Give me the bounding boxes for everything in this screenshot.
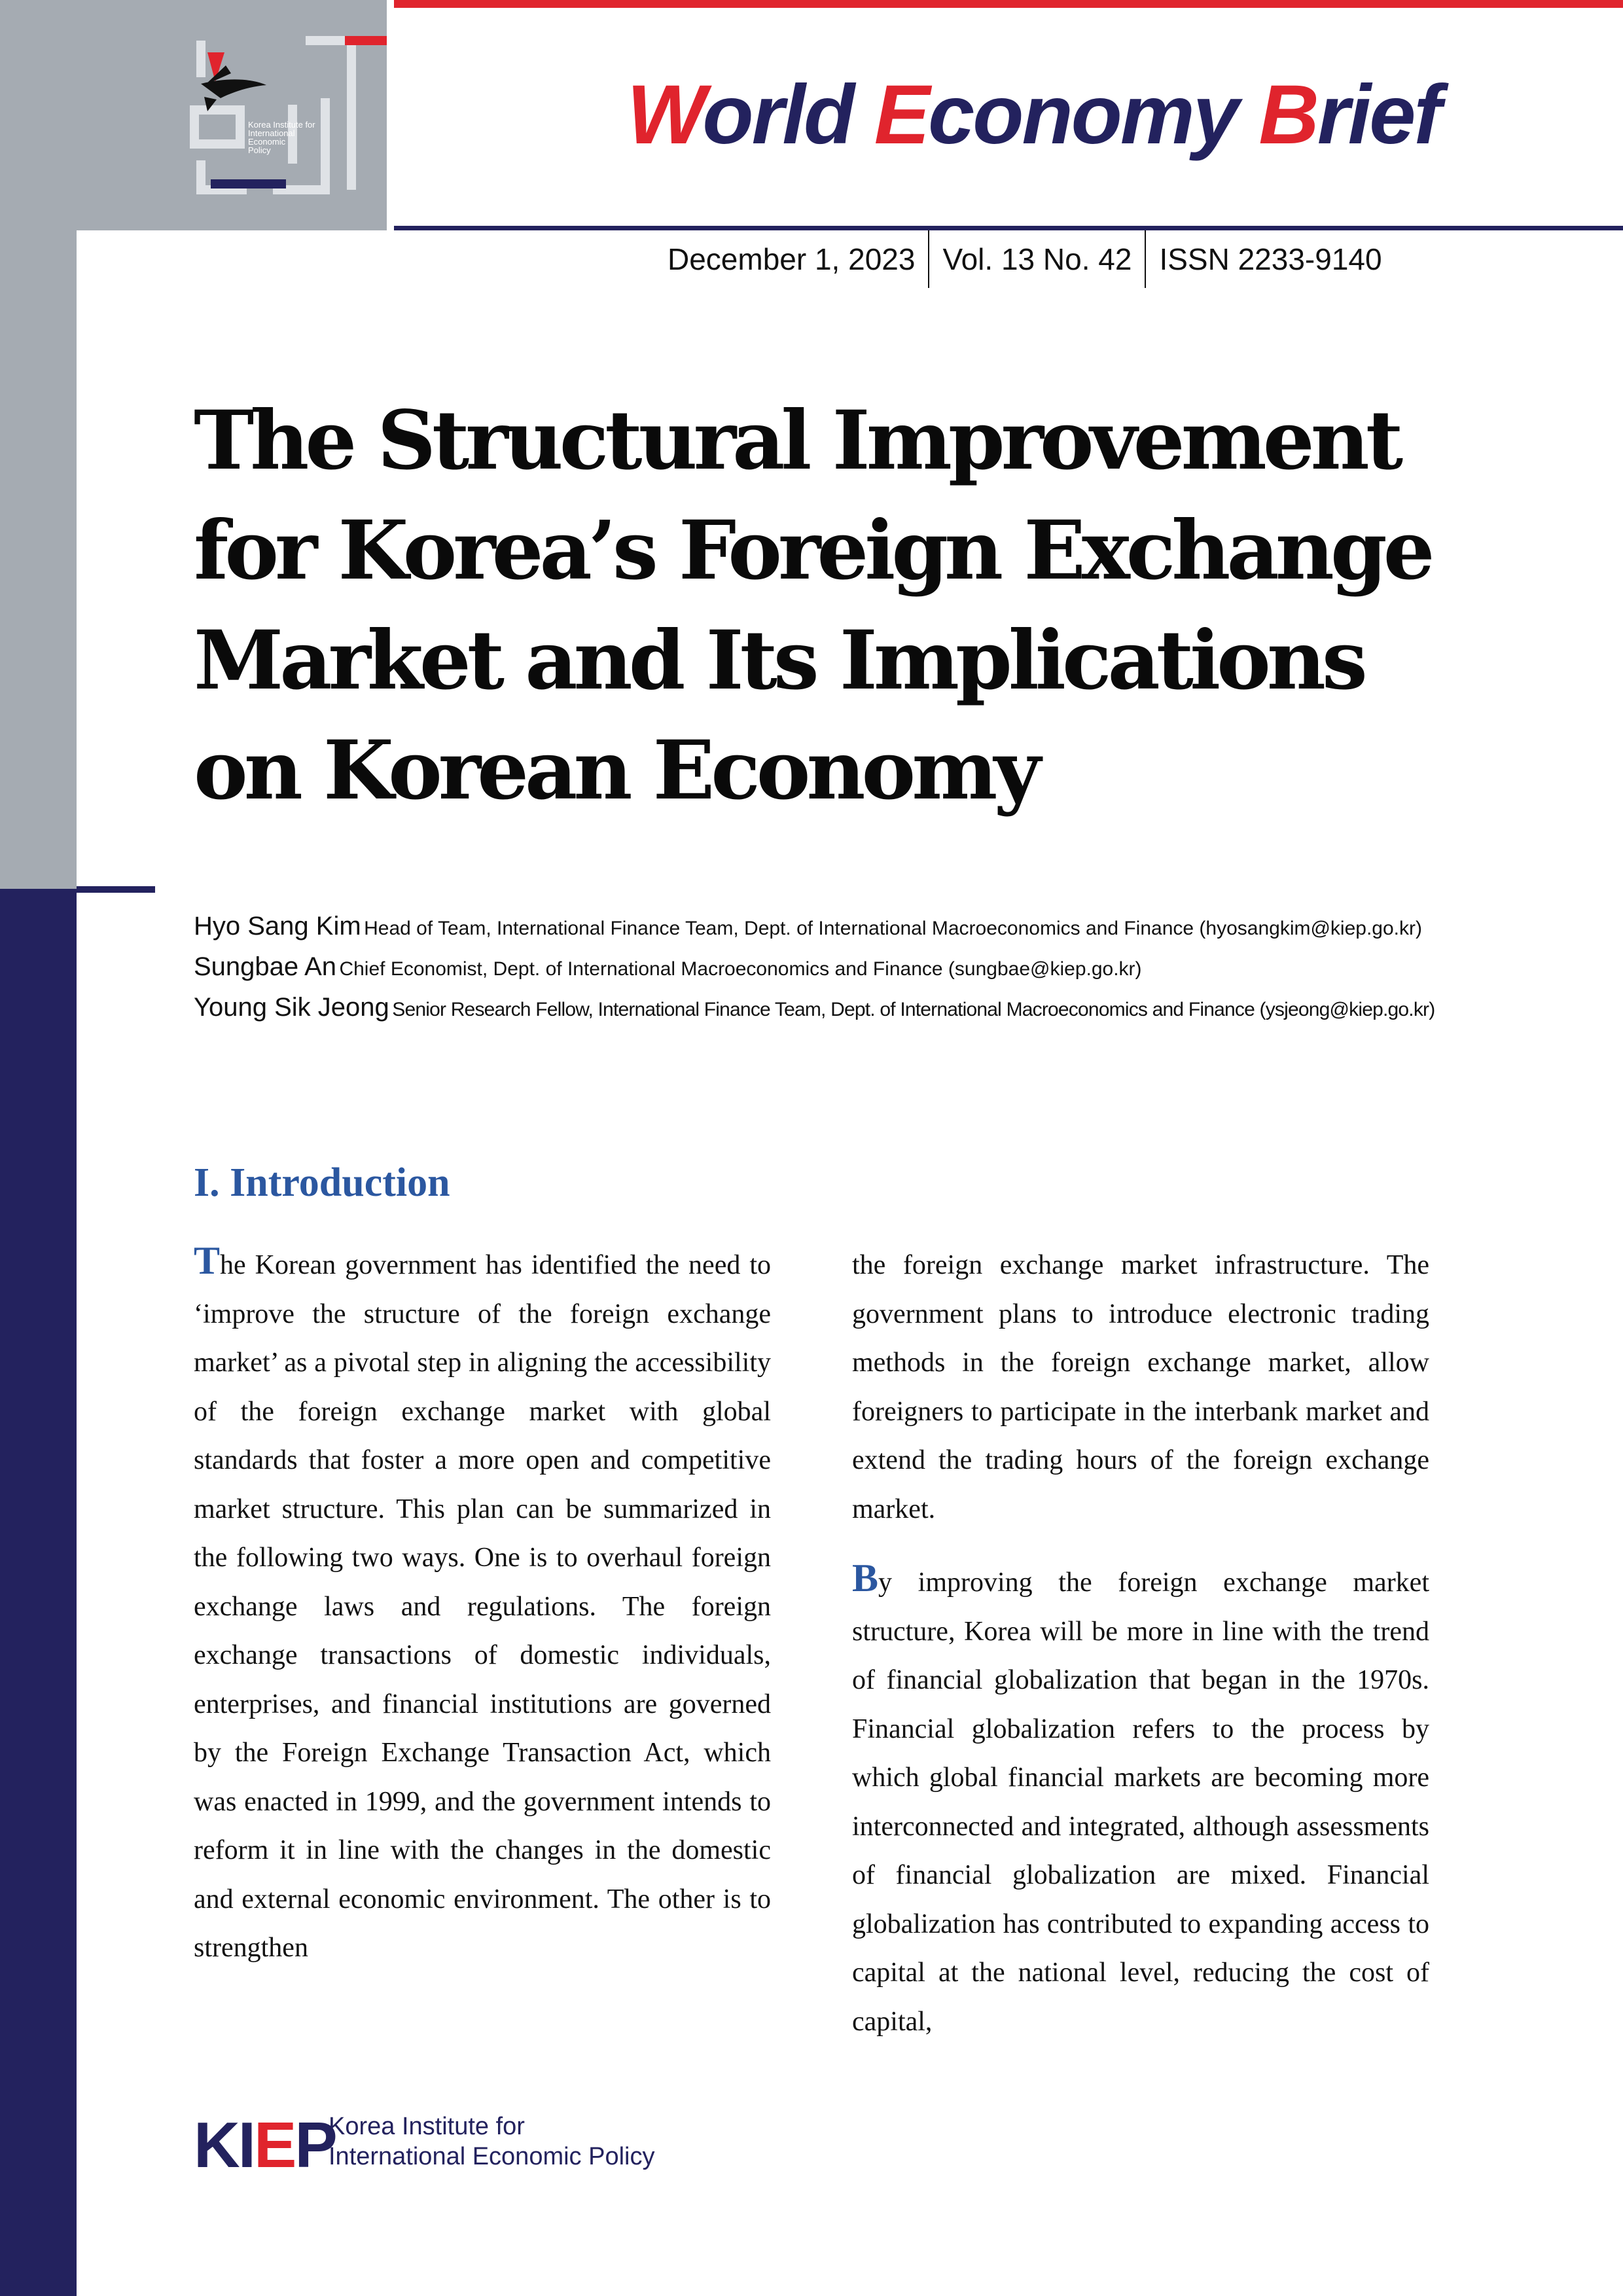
- document-title: The Structural Improvement for Korea’s Foreign Exchange Market and Its Implications on Korean Economy: [194, 393, 1431, 818]
- body-paragraph: [194, 1241, 771, 1973]
- kiep-logo-box: [77, 0, 387, 230]
- footer-org-name: [329, 2111, 654, 2172]
- author-line: [194, 906, 1437, 946]
- brand-initial-b: B: [1258, 68, 1317, 162]
- issue-volume: Vol. 13 No. 42: [928, 230, 1145, 288]
- author-affiliation: Head of Team, International Finance Team, Dept. of International Macroeconomics and Finance (hyosangkim@kiep.go.kr): [364, 918, 1422, 939]
- brand-rest-b: rief: [1317, 68, 1440, 162]
- paragraph-text: y improving the foreign exchange market structure, Korea will be more in line with the trend of financial globalization that began in the 1970s. Financial globalization refers to the process by which global financial markets are becoming more interconnected and integrated, although assessments of financial globalization are mixed. Financial globalization has contributed to expanding access to capital at the national level, reducing the cost of capital,: [852, 1568, 1429, 2037]
- issue-meta: [654, 230, 1395, 288]
- left-band-navy: [0, 889, 77, 2296]
- issue-issn: ISSN 2233-9140: [1145, 230, 1395, 288]
- brand-title: [393, 68, 1440, 162]
- brand-initial-w: W: [626, 68, 703, 162]
- drop-cap: T: [194, 1239, 221, 1282]
- brand-rest-e: conomy: [928, 68, 1259, 162]
- top-red-rule: [394, 0, 1623, 8]
- logo-caption: Korea Institute for International Economic Policy: [248, 120, 315, 155]
- author-name: Sungbae An: [194, 952, 336, 981]
- author-name: Young Sik Jeong: [194, 993, 389, 1022]
- body-column-left: [194, 1241, 771, 1973]
- author-line: [194, 987, 1437, 1028]
- org-line-1: Korea Institute for: [329, 2113, 525, 2140]
- body-paragraph: the foreign exchange market infrastructure. The government plans to introduce electronic trading methods in the foreign exchange market, allow foreigners to participate in the interbank market and extend the trading hours of the foreign exchange market.: [852, 1250, 1429, 1524]
- section-heading: I. Introduction: [194, 1160, 450, 1205]
- kiep-wordmark: [194, 2109, 336, 2181]
- header-navy-rule: [394, 226, 1623, 230]
- author-line: [194, 946, 1437, 987]
- brand-rest-w: orld: [702, 68, 874, 162]
- wordmark-p: P: [294, 2109, 336, 2181]
- kiep-emblem-icon: [77, 0, 387, 230]
- issue-date: December 1, 2023: [668, 242, 916, 276]
- wordmark-ki: KI: [194, 2109, 254, 2181]
- wordmark-e: E: [254, 2109, 295, 2181]
- author-name: Hyo Sang Kim: [194, 912, 361, 941]
- author-affiliation: Senior Research Fellow, International Finance Team, Dept. of International Macroeconomics and Finance (ysjeong@kiep.go.kr): [392, 999, 1435, 1020]
- band-notch: [77, 886, 155, 893]
- left-band-gray: [0, 0, 77, 889]
- drop-cap: B: [852, 1556, 879, 1600]
- org-line-2: International Economic Policy: [329, 2143, 655, 2170]
- author-affiliation: Chief Economist, Dept. of International Macroeconomics and Finance (sungbae@kiep.go.kr): [339, 958, 1142, 980]
- body-paragraph: [852, 1558, 1429, 2046]
- author-list: [194, 906, 1437, 1028]
- brand-initial-e: E: [874, 68, 929, 162]
- paragraph-text: he Korean government has identified the need to ‘improve the structure of the foreign exchange market’ as a pivotal step in aligning the accessibility of the foreign exchange market with global standards that foster a more open and competitive market structure. This plan can be summarized in the following two ways. One is to overhaul foreign exchange laws and regulations. The foreign exchange transactions of domestic individuals, enterprises, and financial institutions are governed by the Foreign Exchange Transaction Act, which was enacted in 1999, and the government intends to reform it in line with the changes in the domestic and external economic environment. The other is to strengthen: [194, 1250, 771, 1963]
- body-column-right: [852, 1241, 1429, 2046]
